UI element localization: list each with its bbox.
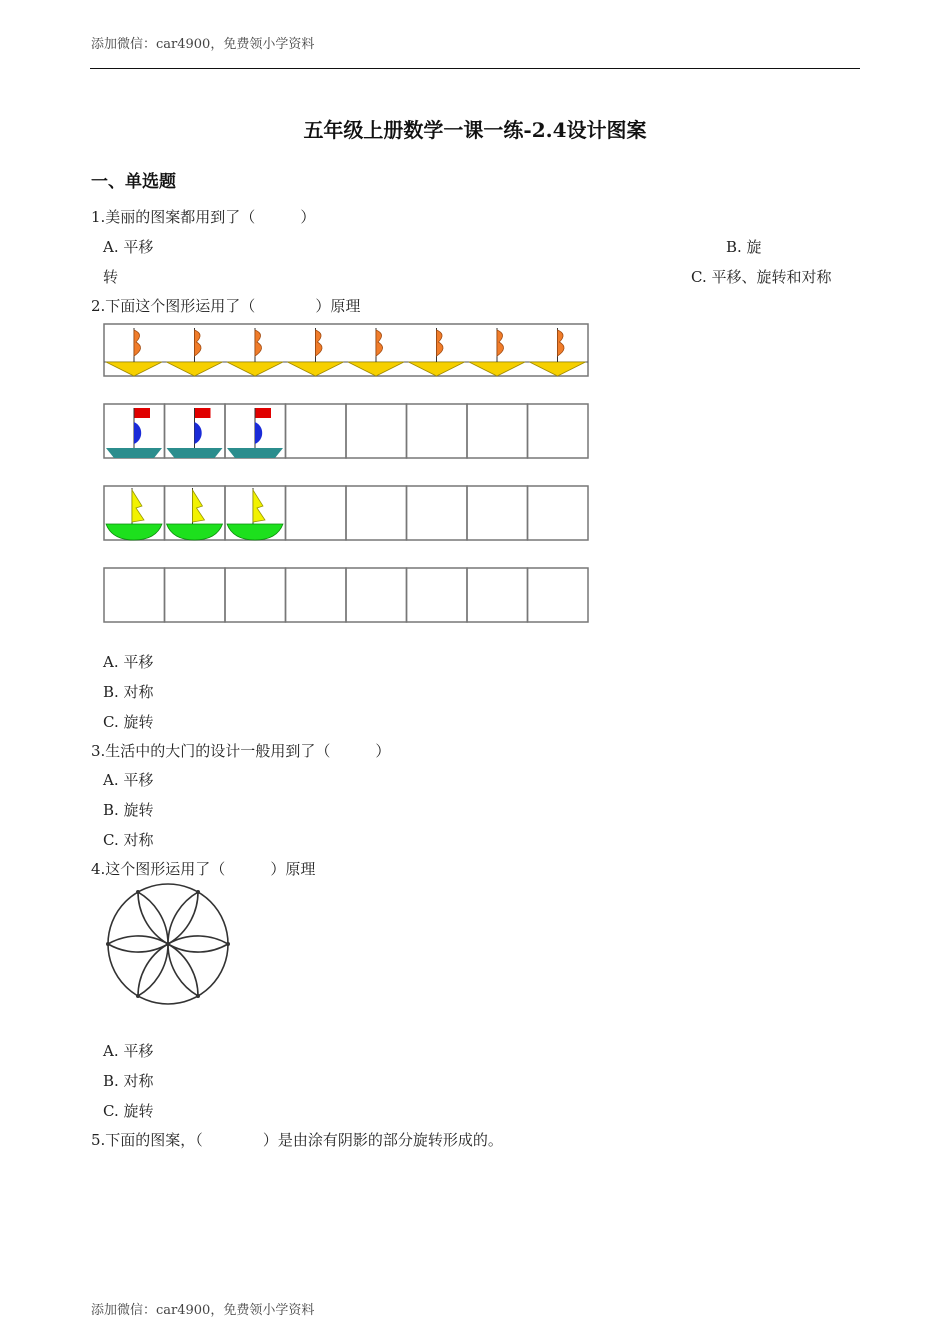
grid-cell [467,568,528,622]
petal-arc [168,892,198,996]
yellow-sail [193,490,205,522]
header-note: 添加微信：car4900，免费领小学资料 [91,37,315,52]
question-2-stem: 2.下面这个图形运用了（ ）原理 [91,297,361,315]
question-4-option-a[interactable]: A. 平移 [103,1042,154,1060]
teal-hull [167,448,223,458]
question-1-stem: 1.美丽的图案都用到了（ ） [91,208,316,226]
red-flag [195,408,211,418]
petal-arc [138,892,228,952]
petal-arc [108,892,198,952]
question-2-option-b[interactable]: B. 对称 [103,683,154,701]
yellow-triangle-hull [106,362,162,376]
vertex-dot [196,890,200,894]
question-3-option-c[interactable]: C. 对称 [103,831,154,849]
page-title: 五年级上册数学一课一练-2.4设计图案 [303,118,647,142]
green-hull [167,524,223,540]
footer-note: 添加微信：car4900，免费领小学资料 [91,1303,315,1318]
yellow-triangle-hull [469,362,525,376]
grid-cell [286,404,347,458]
grid-cell [104,568,165,622]
blue-sail [195,422,202,444]
orange-flag [316,330,323,356]
yellow-sail [253,490,265,522]
grid-cell [346,486,407,540]
grid-cell [346,404,407,458]
figure-row-3 [104,486,588,540]
grid-cell [286,486,347,540]
teal-hull [106,448,162,458]
question-2-option-a[interactable]: A. 平移 [103,653,154,671]
grid-cell [225,568,286,622]
grid-cell [407,486,468,540]
section-heading: 一、单选题 [91,172,176,192]
orange-flag [558,330,565,356]
red-flag [255,408,271,418]
orange-flag [497,330,504,356]
question-4-option-b[interactable]: B. 对称 [103,1072,154,1090]
grid-cell [528,568,589,622]
vertex-dot [226,942,230,946]
vertex-dot [196,994,200,998]
orange-flag [437,330,444,356]
figure-row-4 [104,568,588,622]
question-5-stem: 5.下面的图案，（ ）是由涂有阴影的部分旋转形成的。 [91,1131,503,1149]
question-2-option-c[interactable]: C. 旋转 [103,713,154,731]
vertex-dot [106,942,110,946]
figure-row-2 [104,404,588,458]
yellow-triangle-hull [530,362,586,376]
blue-sail [134,422,141,444]
blue-sail [255,422,262,444]
question-1-option-b[interactable]: B. 旋 [726,238,762,256]
grid-cell [467,486,528,540]
yellow-triangle-hull [227,362,283,376]
question-2-figure [100,320,592,626]
question-3-option-b[interactable]: B. 旋转 [103,801,154,819]
green-hull [106,524,162,540]
green-hull [227,524,283,540]
vertex-dot [136,890,140,894]
petal-arc [138,892,168,996]
grid-cell [286,568,347,622]
yellow-triangle-hull [288,362,344,376]
question-4-option-c[interactable]: C. 旋转 [103,1102,154,1120]
grid-cell [467,404,528,458]
grid-cell [407,568,468,622]
yellow-sail [132,490,144,522]
question-4-flower-figure [100,880,236,1010]
center-dot [166,942,170,946]
grid-cell [528,404,589,458]
question-1-option-b-wrap[interactable]: 转 [103,268,119,286]
teal-hull [227,448,283,458]
petal-arc [108,936,198,996]
orange-flag [195,330,202,356]
vertex-dot [136,994,140,998]
yellow-triangle-hull [348,362,404,376]
question-1-option-a[interactable]: A. 平移 [103,238,154,256]
grid-cell [165,568,226,622]
grid-cell [528,486,589,540]
yellow-triangle-hull [167,362,223,376]
grid-cell [346,568,407,622]
orange-flag [134,330,141,356]
question-3-option-a[interactable]: A. 平移 [103,771,154,789]
red-flag [134,408,150,418]
figure-row-1 [104,324,588,376]
petal-arc [138,936,228,996]
header-rule [90,68,860,69]
grid-cell [407,404,468,458]
orange-flag [376,330,383,356]
question-4-stem: 4.这个图形运用了（ ）原理 [91,860,316,878]
question-1-option-c[interactable]: C. 平移、旋转和对称 [691,268,832,286]
orange-flag [255,330,262,356]
question-3-stem: 3.生活中的大门的设计一般用到了（ ） [91,742,391,760]
yellow-triangle-hull [409,362,465,376]
